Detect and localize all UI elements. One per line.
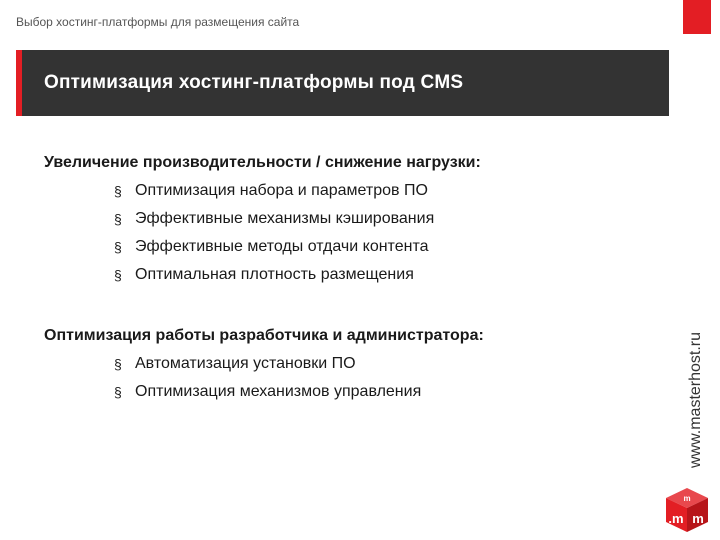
list-item: § Оптимизация механизмов управления: [114, 378, 421, 406]
developer-list: [114, 350, 421, 406]
list-item: § Оптимальная плотность размещения: [114, 261, 434, 289]
slide-caption: Выбор хостинг-платформы для размещения сайта: [16, 15, 300, 29]
list-item: § Эффективные механизмы кэширования: [114, 205, 434, 233]
corner-accent-square: [683, 0, 711, 34]
performance-list: [114, 177, 434, 289]
list-item: § Оптимизация набора и параметров ПО: [114, 177, 434, 205]
logo-text: .m: [668, 511, 684, 526]
list-item: § Эффективные методы отдачи контента: [114, 233, 434, 261]
section-heading-developer: Оптимизация работы разработчика и администратора:: [44, 327, 484, 344]
masterhost-cube-logo-icon: [664, 486, 710, 539]
svg-text:m: m: [683, 494, 691, 503]
slide-title: Оптимизация хостинг-платформы под CMS: [44, 72, 464, 93]
section-heading-performance: Увеличение производительности / снижение нагрузки:: [44, 154, 481, 171]
title-accent-stripe: [16, 50, 22, 116]
svg-text:m: m: [692, 511, 704, 526]
site-url: www.masterhost.ru: [687, 331, 704, 468]
list-item: § Автоматизация установки ПО: [114, 350, 421, 378]
